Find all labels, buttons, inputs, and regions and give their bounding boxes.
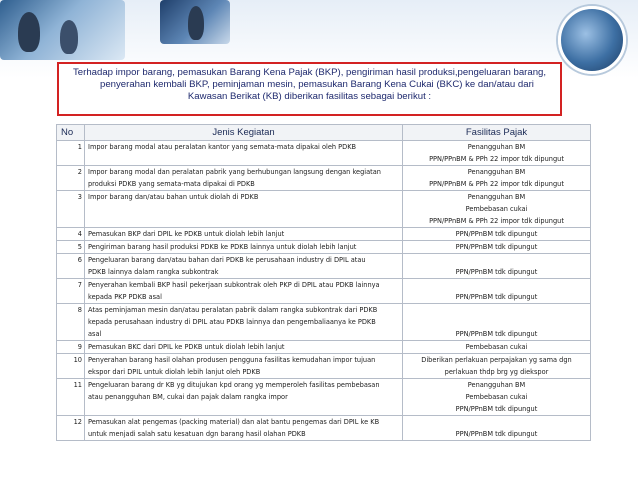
fasilitas-pajak-line: Pembebasan cukai [465, 393, 528, 401]
jenis-kegiatan-line: Impor barang dan/atau bahan untuk diolah di PDKB [88, 193, 259, 201]
fasilitas-pajak-line: PPN/PPnBM tdk dipungut [455, 243, 538, 251]
jenis-kegiatan-cell [85, 254, 403, 279]
jenis-kegiatan-line: kepada perusahaan industry di DPIL atau PDKB lainnya dan pengembaliaanya ke PDKB [88, 318, 376, 326]
fasilitas-pajak-line: PPN/PPnBM & PPh 22 impor tdk dipungut [429, 217, 564, 225]
row-number: 8 [57, 304, 85, 341]
row-number: 6 [57, 254, 85, 279]
jenis-kegiatan-line: Pemasukan BKC dari DPIL ke PDKB untuk diolah lebih lanjut [88, 343, 285, 351]
row-number: 10 [57, 354, 85, 379]
jenis-kegiatan-line: ekspor dari DPIL untuk diolah lebih lanjut oleh PDKB [88, 368, 261, 376]
fasilitas-pajak-line: Penangguhan BM [467, 168, 526, 176]
fasilitas-pajak-line: Pembebasan cukai [465, 343, 528, 351]
table-row [57, 254, 591, 279]
fasilitas-pajak-line: PPN/PPnBM tdk dipungut [455, 430, 538, 438]
table-row [57, 341, 591, 354]
jenis-kegiatan-cell [85, 279, 403, 304]
jenis-kegiatan-line: Penyerahan barang hasil olahan produsen pengguna fasilitas kemudahan impor tujuan [88, 356, 376, 364]
row-number: 5 [57, 241, 85, 254]
team-photo-image [558, 6, 626, 74]
fasilitas-pajak-line: Diberikan perlakuan perpajakan yg sama dgn [421, 356, 572, 364]
table-body [57, 141, 591, 441]
person-silhouette [188, 6, 204, 40]
row-number: 12 [57, 416, 85, 441]
fasilitas-pajak-cell [403, 354, 591, 379]
row-number: 9 [57, 341, 85, 354]
fasilitas-pajak-line: PPN/PPnBM tdk dipungut [455, 330, 538, 338]
fasilitas-pajak-cell [403, 379, 591, 416]
jenis-kegiatan-line: Pemasukan BKP dari DPIL ke PDKB untuk diolah lebih lanjut [88, 230, 285, 238]
office-photo-image [0, 0, 125, 60]
fasilitas-pajak-line: PPN/PPnBM tdk dipungut [455, 268, 538, 276]
fasilitas-pajak-cell [403, 416, 591, 441]
row-number: 2 [57, 166, 85, 191]
jenis-kegiatan-line: untuk menjadi salah satu kesatuan dgn barang hasil olahan PDKB [88, 430, 306, 438]
jenis-kegiatan-line: Pengeluaran barang dan/atau bahan dari PDKB ke perusahaan industry di DPIL atau [88, 256, 366, 264]
jenis-kegiatan-line: Impor barang modal atau peralatan kantor yang semata-mata dipakai oleh PDKB [88, 143, 357, 151]
jenis-kegiatan-line: PDKB lainnya dalam rangka subkontrak [88, 268, 219, 276]
jenis-kegiatan-line: Pemasukan alat pengemas (packing material) dan alat bantu pengemas dari DPIL ke KB [88, 418, 380, 426]
jenis-kegiatan-cell [85, 191, 403, 228]
fasilitas-pajak-line: Penangguhan BM [467, 381, 526, 389]
jenis-kegiatan-cell [85, 416, 403, 441]
table-row [57, 241, 591, 254]
table-row [57, 416, 591, 441]
jenis-kegiatan-line: Atas peminjaman mesin dan/atau peralatan pabrik dalam rangka subkontrak dari PDKB [88, 306, 378, 314]
intro-line-1: Terhadap impor barang, pemasukan Barang Kena Pajak (BKP), pengiriman hasil produksi,pengeluaran barang, [73, 67, 547, 78]
table-row [57, 191, 591, 228]
table-row [57, 304, 591, 341]
fasilitas-pajak-cell [403, 341, 591, 354]
jenis-kegiatan-cell [85, 241, 403, 254]
jenis-kegiatan-line: atau penangguhan BM, cukai dan pajak dalam rangka impor [88, 393, 288, 401]
jenis-kegiatan-cell [85, 354, 403, 379]
business-photo-image [160, 0, 230, 44]
fasilitas-pajak-cell [403, 241, 591, 254]
row-number: 4 [57, 228, 85, 241]
fasilitas-pajak-line: PPN/PPnBM tdk dipungut [455, 405, 538, 413]
table-row [57, 379, 591, 416]
fasilitas-pajak-line: Pembebasan cukai [465, 205, 528, 213]
fasilitas-pajak-line: PPN/PPnBM & PPh 22 impor tdk dipungut [429, 180, 564, 188]
fasilitas-pajak-cell [403, 304, 591, 341]
table-row [57, 166, 591, 191]
jenis-kegiatan-line: kepada PKP PDKB asal [88, 293, 162, 301]
row-number: 11 [57, 379, 85, 416]
fasilitas-pajak-cell [403, 254, 591, 279]
fasilitas-pajak-line: perlakuan thdp brg yg diekspor [444, 368, 549, 376]
header-jenis-kegiatan: Jenis Kegiatan [85, 125, 403, 141]
table-row [57, 141, 591, 166]
jenis-kegiatan-line: Pengiriman barang hasil produksi PDKB ke PDKB lainnya untuk diolah lebih lanjut [88, 243, 357, 251]
header-fasilitas-pajak: Fasilitas Pajak [403, 125, 591, 141]
jenis-kegiatan-line: produksi PDKB yang semata-mata dipakai di PDKB [88, 180, 255, 188]
table-header-row [57, 125, 591, 141]
jenis-kegiatan-cell [85, 341, 403, 354]
jenis-kegiatan-cell [85, 304, 403, 341]
intro-line-2: penyerahan kembali BKP, peminjaman mesin, pemasukan Barang Kena Cukai (BKC) ke dan/atau dari [100, 79, 534, 91]
fasilitas-pajak-line: PPN/PPnBM tdk dipungut [455, 230, 538, 238]
jenis-kegiatan-line: asal [88, 330, 102, 338]
jenis-kegiatan-line: Impor barang modal dan peralatan pabrik yang berhubungan langsung dengan kegiatan [88, 168, 381, 176]
fasilitas-pajak-cell [403, 228, 591, 241]
row-number: 1 [57, 141, 85, 166]
fasilitas-pajak-cell [403, 166, 591, 191]
fasilitas-pajak-cell [403, 279, 591, 304]
facilities-table [56, 124, 591, 441]
fasilitas-pajak-line: PPN/PPnBM tdk dipungut [455, 293, 538, 301]
header-no: No [57, 125, 85, 141]
jenis-kegiatan-cell [85, 166, 403, 191]
person-silhouette [18, 12, 40, 52]
person-silhouette [60, 20, 78, 54]
table-row [57, 354, 591, 379]
fasilitas-pajak-line: Penangguhan BM [467, 193, 526, 201]
fasilitas-pajak-cell [403, 191, 591, 228]
jenis-kegiatan-line: Penyerahan kembali BKP hasil pekerjaan subkontrak oleh PKP di DPIL atau PDKB lainnya [88, 281, 380, 289]
fasilitas-pajak-line: PPN/PPnBM & PPh 22 impor tdk dipungut [429, 155, 564, 163]
intro-box [57, 62, 562, 116]
row-number: 7 [57, 279, 85, 304]
table-row [57, 228, 591, 241]
fasilitas-pajak-cell [403, 141, 591, 166]
jenis-kegiatan-cell [85, 228, 403, 241]
jenis-kegiatan-cell [85, 141, 403, 166]
intro-line-3: Kawasan Berikat (KB) diberikan fasilitas sebagai berikut : [187, 91, 432, 103]
jenis-kegiatan-line: Pengeluaran barang dr KB yg ditujukan kpd orang yg memperoleh fasilitas pembebasan [88, 381, 380, 389]
table-row [57, 279, 591, 304]
jenis-kegiatan-cell [85, 379, 403, 416]
row-number: 3 [57, 191, 85, 228]
fasilitas-pajak-line: Penangguhan BM [467, 143, 526, 151]
